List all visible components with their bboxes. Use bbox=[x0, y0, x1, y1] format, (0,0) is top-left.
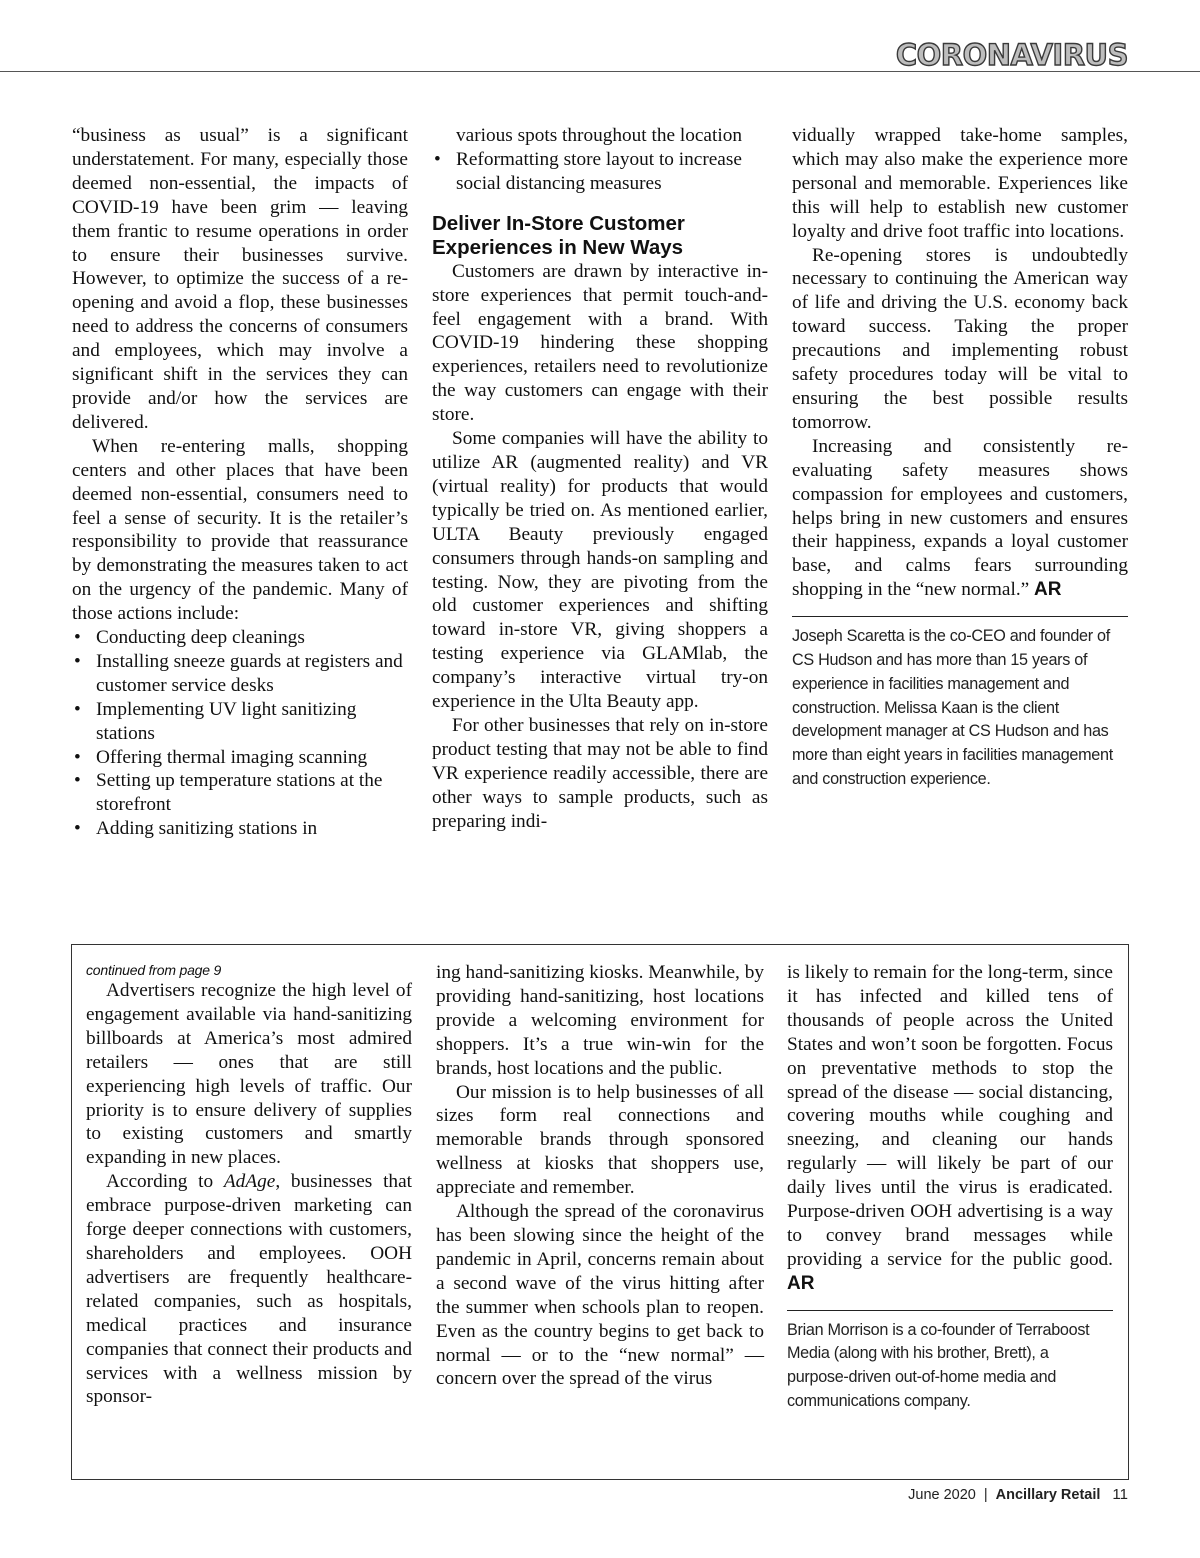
list-item: • Reformatting store layout to increase social distancing measures bbox=[432, 148, 768, 196]
paragraph: “business as usual” is a significant understatement. For many, especially those deemed non-essential, the impacts of COVID-19 have been grim — leaving them frantic to resume operations in order to ensure their businesses survive. However, to optimize the success of a re-opening and avoid a flop, these businesses need to address the concerns of consumers and employees, which may involve a significant shift in the services they can provide and/or how the services are delivered. bbox=[72, 125, 408, 433]
list-item: • Implementing UV light sanitizing stations bbox=[72, 698, 408, 746]
paragraph-text: According to bbox=[106, 1171, 224, 1193]
author-bio: Brian Morrison is a co-founder of Terraboost Media (along with his brother, Brett), a purpose-driven out-of-home media and communications company. bbox=[787, 1310, 1113, 1414]
article-column-2 bbox=[432, 124, 768, 833]
continued-note: continued from page 9 bbox=[86, 962, 222, 978]
publication-name: AdAge bbox=[223, 1171, 276, 1193]
box-column-2 bbox=[436, 961, 764, 1391]
paragraph: Although the spread of the coronavirus has been slowing since the height of the pandemic in April, concerns remain about a second wave of the virus hitting after the summer when schools plan to reopen. Even as the country begins to get back to normal — or to the “new normal” — concern over the spread of the virus bbox=[436, 1201, 764, 1390]
author-bio: Joseph Scaretta is the co-CEO and founder of CS Hudson and has more than 15 years of experience in facilities management and construction. Melissa Kaan is the client development manager at CS Hudson and has more than eight years in facilities management and construction experience. bbox=[792, 616, 1128, 792]
list-item: • Installing sneeze guards at registers and customer service desks bbox=[72, 650, 408, 698]
section-title: CORONAVIRUS bbox=[895, 38, 1128, 72]
paragraph: Advertisers recognize the high level of engagement available via hand-sanitizing billboards at America’s most admired retailers — ones that are still experiencing high levels of traffic. Our priority is to ensure delivery of supplies to existing customers and smartly expanding in new places. bbox=[86, 980, 412, 1169]
article-column-1 bbox=[72, 124, 408, 841]
paragraph: When re-entering malls, shopping centers and other places that have been deemed non-essential, consumers need to feel a sense of security. It is the retailer’s responsibility to provide that reassurance by demonstrating the measures taken to act on the urgency of the pandemic. Many of those actions include: bbox=[72, 435, 408, 625]
paragraph-text: , businesses that embrace purpose-driven marketing can forge deeper connections with customers, shareholders and employees. OOH advertisers are frequently healthcare-related companies, such as hospitals, medical practices and insurance companies that connect their products and services with a wellness mission by sponsor- bbox=[86, 1171, 412, 1408]
magazine-name: Ancillary Retail bbox=[995, 1487, 1101, 1503]
article-column-3 bbox=[792, 124, 1128, 792]
box-column-3 bbox=[787, 961, 1113, 1414]
issue-date: June 2020 bbox=[908, 1487, 976, 1503]
list-item: • Offering thermal imaging scanning bbox=[72, 746, 408, 770]
page-number: 11 bbox=[1112, 1486, 1128, 1503]
continued-article-box bbox=[71, 944, 1129, 1480]
paragraph: Customers are drawn by interactive in-store experiences that permit touch-and-feel engagement with a brand. With COVID-19 hindering these shopping experiences, retailers need to revolutionize the way customers can engage with their store. bbox=[432, 260, 768, 426]
list-item: • Setting up temperature stations at the storefront bbox=[72, 769, 408, 817]
subheading: Deliver In-Store Customer Experiences in New Ways bbox=[432, 211, 685, 259]
end-mark: AR bbox=[1034, 579, 1062, 601]
paragraph: Re-opening stores is undoubtedly necessary to continuing the American way of life and driving the U.S. economy back toward success. Taking the proper precautions and implementing robust safety procedures today will be vital to ensuring the best possible results tomorrow. bbox=[792, 244, 1128, 433]
list-item: • Adding sanitizing stations in bbox=[72, 817, 408, 841]
bullet-list bbox=[72, 626, 408, 841]
paragraph: Some companies will have the ability to utilize AR (augmented reality) and VR (virtual reality) for products that would typically be tried on. As mentioned earlier, ULTA Beauty previously engaged consumers through hands-on sampling and testing. Now, they are pivoting from the old customer experiences and shifting toward in-store VR, giving shoppers a testing experience via GLAMlab, the company’s interactive virtual try-on experience in the Ulta Beauty app. bbox=[432, 428, 768, 713]
paragraph bbox=[787, 961, 1113, 1296]
paragraph: vidually wrapped take-home samples, which may also make the experience more personal and memorable. Experiences like this will help to establish new customer loyalty and drive foot traffic into locations. bbox=[792, 125, 1128, 242]
end-mark: AR bbox=[787, 1272, 815, 1294]
list-item: • Conducting deep cleanings bbox=[72, 626, 408, 650]
box-column-1 bbox=[86, 961, 412, 1409]
footer-separator: | bbox=[983, 1487, 988, 1503]
paragraph: ing hand-sanitizing kiosks. Meanwhile, by providing hand-sanitizing, host locations provide a welcoming environment for shoppers. It’s a true win-win for the brands, host locations and the public. bbox=[436, 962, 764, 1079]
paragraph: For other businesses that rely on in-store product testing that may not be able to find VR experience readily accessible, there are other ways to sample products, such as preparing indi- bbox=[432, 714, 768, 832]
paragraph-text: Increasing and consistently re-evaluating safety measures shows compassion for employees and customers, helps bring in new customers and ensures their happiness, expands a loyal customer base, and calms fears surrounding shopping in the “new normal.” bbox=[792, 435, 1128, 601]
paragraph bbox=[86, 1170, 412, 1409]
bullet-list bbox=[432, 148, 768, 196]
paragraph bbox=[792, 435, 1128, 602]
paragraph-text: is likely to remain for the long-term, since it has infected and killed tens of thousands of people across the United States and won’t soon be forgotten. Focus on preventative methods to stop the spread of the disease — social distancing, covering mouths while coughing and sneezing, and cleaning our hands regularly — will likely be part of our daily lives until the virus is eradicated. Purpose-driven OOH advertising is a way to convey brand messages while providing a service for the public good. bbox=[787, 962, 1113, 1270]
list-item-continued: various spots throughout the location bbox=[456, 125, 742, 146]
paragraph: Our mission is to help businesses of all sizes form real connections and memorable brands through sponsored wellness at kiosks that shoppers use, appreciate and remember. bbox=[436, 1081, 764, 1199]
page-footer bbox=[908, 1486, 1128, 1503]
